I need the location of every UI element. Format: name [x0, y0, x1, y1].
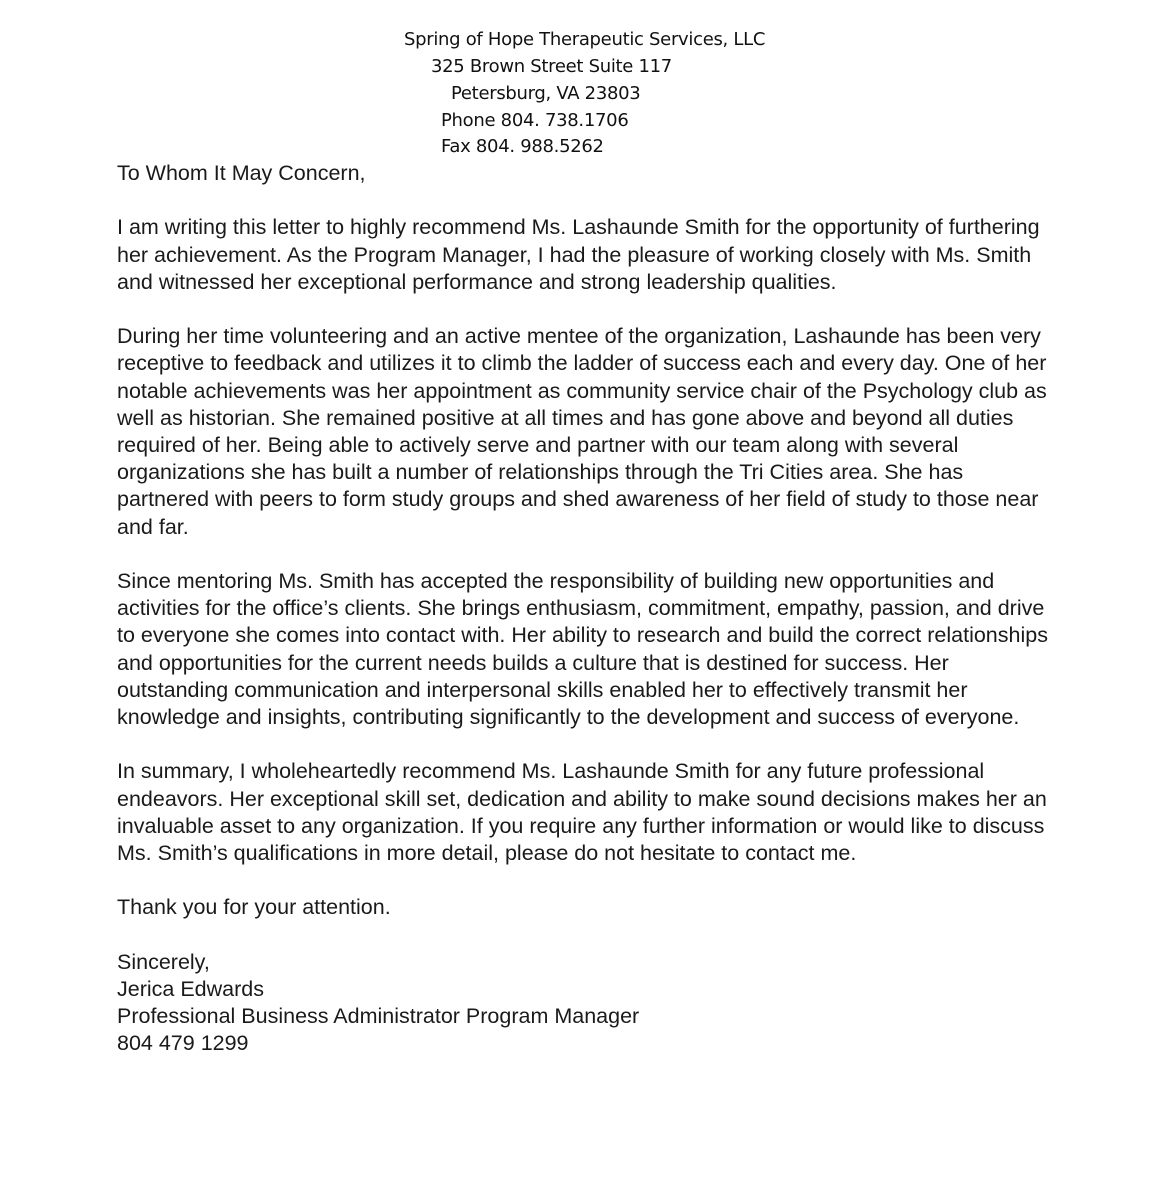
paragraph-summary: In summary, I wholeheartedly recommend Ms. Lashaunde Smith for any future professional endeavors. Her exceptional skill set, dedication and ability to make sound decisions makes her an invaluable asset to any organization. If you require any further information or would like to discuss Ms. Smith’s qualifications in more detail, please do not hesitate to contact me.: [117, 759, 1047, 866]
organization-name: Spring of Hope Therapeutic Services, LLC: [404, 29, 766, 50]
closing: Sincerely,: [117, 949, 210, 974]
signer-title: Professional Business Administrator Program Manager: [117, 1004, 640, 1029]
city-state-zip: Petersburg, VA 23803: [451, 83, 641, 104]
phone-number: Phone 804. 738.1706: [441, 110, 629, 131]
letter-body: [117, 160, 1057, 1085]
signature-block: [117, 949, 1057, 1058]
fax-number: Fax 804. 988.5262: [441, 136, 604, 157]
street-address: 325 Brown Street Suite 117: [431, 56, 672, 77]
paragraph-volunteering: During her time volunteering and an active mentee of the organization, Lashaunde has been very receptive to feedback and utilizes it to climb the ladder of success each and every day. One of her notable achievements was her appointment as community service chair of the Psychology club as well as historian. She remained positive at all times and has gone above and beyond all duties required of her. Being able to actively serve and partner with our team along with several organizations she has built a number of relationships through the Tri Cities area. She has partnered with peers to form study groups and shed awareness of her field of study to those near and far.: [117, 324, 1047, 539]
signer-phone: 804 479 1299: [117, 1031, 249, 1056]
paragraph-introduction: I am writing this letter to highly recommend Ms. Lashaunde Smith for the opportunity of furthering her achievement. As the Program Manager, I had the pleasure of working closely with Ms. Smith and witnessed her exceptional performance and strong leadership qualities.: [117, 215, 1040, 294]
salutation: To Whom It May Concern,: [117, 161, 366, 185]
signer-name: Jerica Edwards: [117, 977, 264, 1001]
paragraph-mentoring: Since mentoring Ms. Smith has accepted the responsibility of building new opportunities and activities for the office’s clients. She brings enthusiasm, commitment, empathy, passion, and drive to everyone she comes into contact with. Her ability to research and build the correct relationships and opportunities for the current needs builds a culture that is destined for success. Her outstanding communication and interpersonal skills enabled her to effectively transmit her knowledge and insights, contributing significantly to the development and success of everyone.: [117, 569, 1048, 730]
paragraph-thanks: Thank you for your attention.: [117, 895, 391, 920]
